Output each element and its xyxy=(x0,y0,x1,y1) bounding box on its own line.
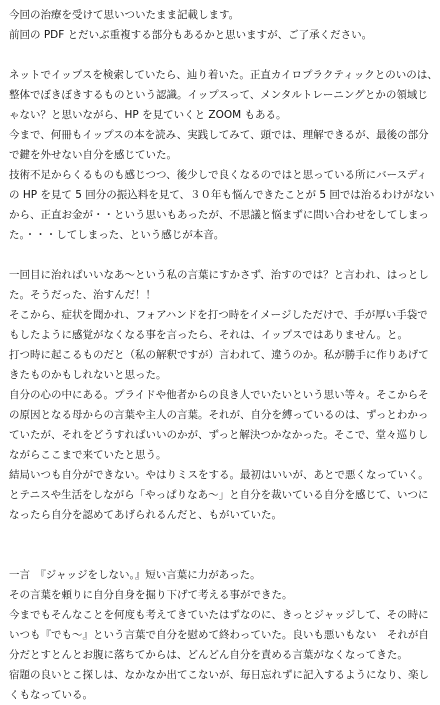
paragraph-3 xyxy=(9,265,433,525)
text-line: 一回目に治ればいいなあ〜という私の言葉にすかさず、治すのでは？と言われ、はっとし xyxy=(9,269,429,281)
text-line: ゃない？と思いながら、HP を見ていくと ZOOM もある。 xyxy=(9,109,287,121)
text-line: くもなっている。 xyxy=(9,689,93,701)
text-line: た。・・・してしまった、という感じが本音。 xyxy=(9,229,225,241)
text-line: た。そうだった、治すんだ！！ xyxy=(9,289,156,301)
text-line: 今までもそんなことを何度も考えてきていたはずなのに、きっとジャッジして、その時に xyxy=(9,609,429,621)
text-line: ていたが、それをどうすればいいのかが、ずっと解決つかなかった。そこで、堂々巡りし xyxy=(9,429,429,441)
text-line: から、正直お金が・・という思いもあったが、不思議と悩まずに問い合わせをしてしまっ xyxy=(9,209,429,221)
paragraph-spacer xyxy=(9,245,433,265)
text-line: 技術不足からくるものも感じつつ、後少しで良くなるのではと思っている所にバースディ xyxy=(9,169,428,181)
paragraph-2 xyxy=(9,65,438,245)
text-line: で鍵を外せない自分を感じていた。 xyxy=(9,149,177,161)
text-line: いつも『でも〜』という言葉で自分を慰めて終わっていた。良いも悪いもない それが自 xyxy=(9,629,429,641)
text-line: そこから、症状を聞かれ、フォアハンドを打つ時をイメージしただけで、手が厚い手袋で xyxy=(9,309,428,321)
text-line: きたものかもしれないと思った。 xyxy=(9,369,167,381)
text-line: 前回の PDF とだいぶ重複する部分もあるかと思いますが、ご了承ください。 xyxy=(9,29,373,41)
text-line: ながらここまで来ていたと思う。 xyxy=(9,449,167,461)
paragraph-spacer xyxy=(9,525,433,565)
text-line: ネットでイップスを検索していたら、辿り着いた。正直カイロプラクティックとのいのは、 xyxy=(9,69,438,81)
paragraph-spacer xyxy=(9,45,433,65)
text-line: の原因となる母からの言葉や主人の言葉。それが、自分を縛っているのは、ずっとわかっ xyxy=(9,409,429,421)
text-line: の HP を見て 5 回分の振込料を見て、３０年も悩んできたことが 5 回では治るわけがない xyxy=(9,189,435,201)
text-line: 今まで、何冊もイップスの本を読み、実践してみて、頭では、理解できるが、最後の部分 xyxy=(9,129,429,141)
paragraph-1 xyxy=(9,5,433,45)
text-line: 整体でぼきぼきするものという認識。イップスって、メンタルトレーニングとかの領域じ xyxy=(9,89,428,101)
text-line: とテニスや生活をしながら「やっぱりなあ〜」と自分を裁いている自分を感じて、いつに xyxy=(9,489,429,501)
text-line: 今回の治療を受けて思いついたまま記載します。 xyxy=(9,9,240,21)
text-line: 一言 『ジャッジをしない。』短い言葉に力があった。 xyxy=(9,569,261,581)
text-line: 宿題の良いとこ探しは、なかなか出てこないが、毎日忘れずに記入するようになり、楽し xyxy=(9,669,429,681)
text-line: 自分の心の中にある。プライドや他者からの良き人でいたいという思い等々。そこからそ xyxy=(9,389,429,401)
paragraph-4 xyxy=(9,565,433,705)
text-line: 打つ時に起こるものだと（私の解釈ですが）言われて、違うのか。私が勝手に作りあげて xyxy=(9,349,429,361)
text-line: なったら自分を認めてあげられるんだと、もがいていた。 xyxy=(9,509,282,521)
document-page xyxy=(9,5,438,705)
text-line: もしたように感覚がなくなる事を言ったら、それは、イップスではありません。と。 xyxy=(9,329,408,341)
text-line: 分だとすとんとお腹に落ちてからは、どんどん自分を責める言葉がなくなってきた。 xyxy=(9,649,408,661)
text-line: 結局いつも自分ができない。やはりミスをする。最初はいいが、あとで悪くなっていく。 xyxy=(9,469,429,481)
text-line: その言葉を頼りに自分自身を掘り下げて考える事ができた。 xyxy=(9,589,293,601)
